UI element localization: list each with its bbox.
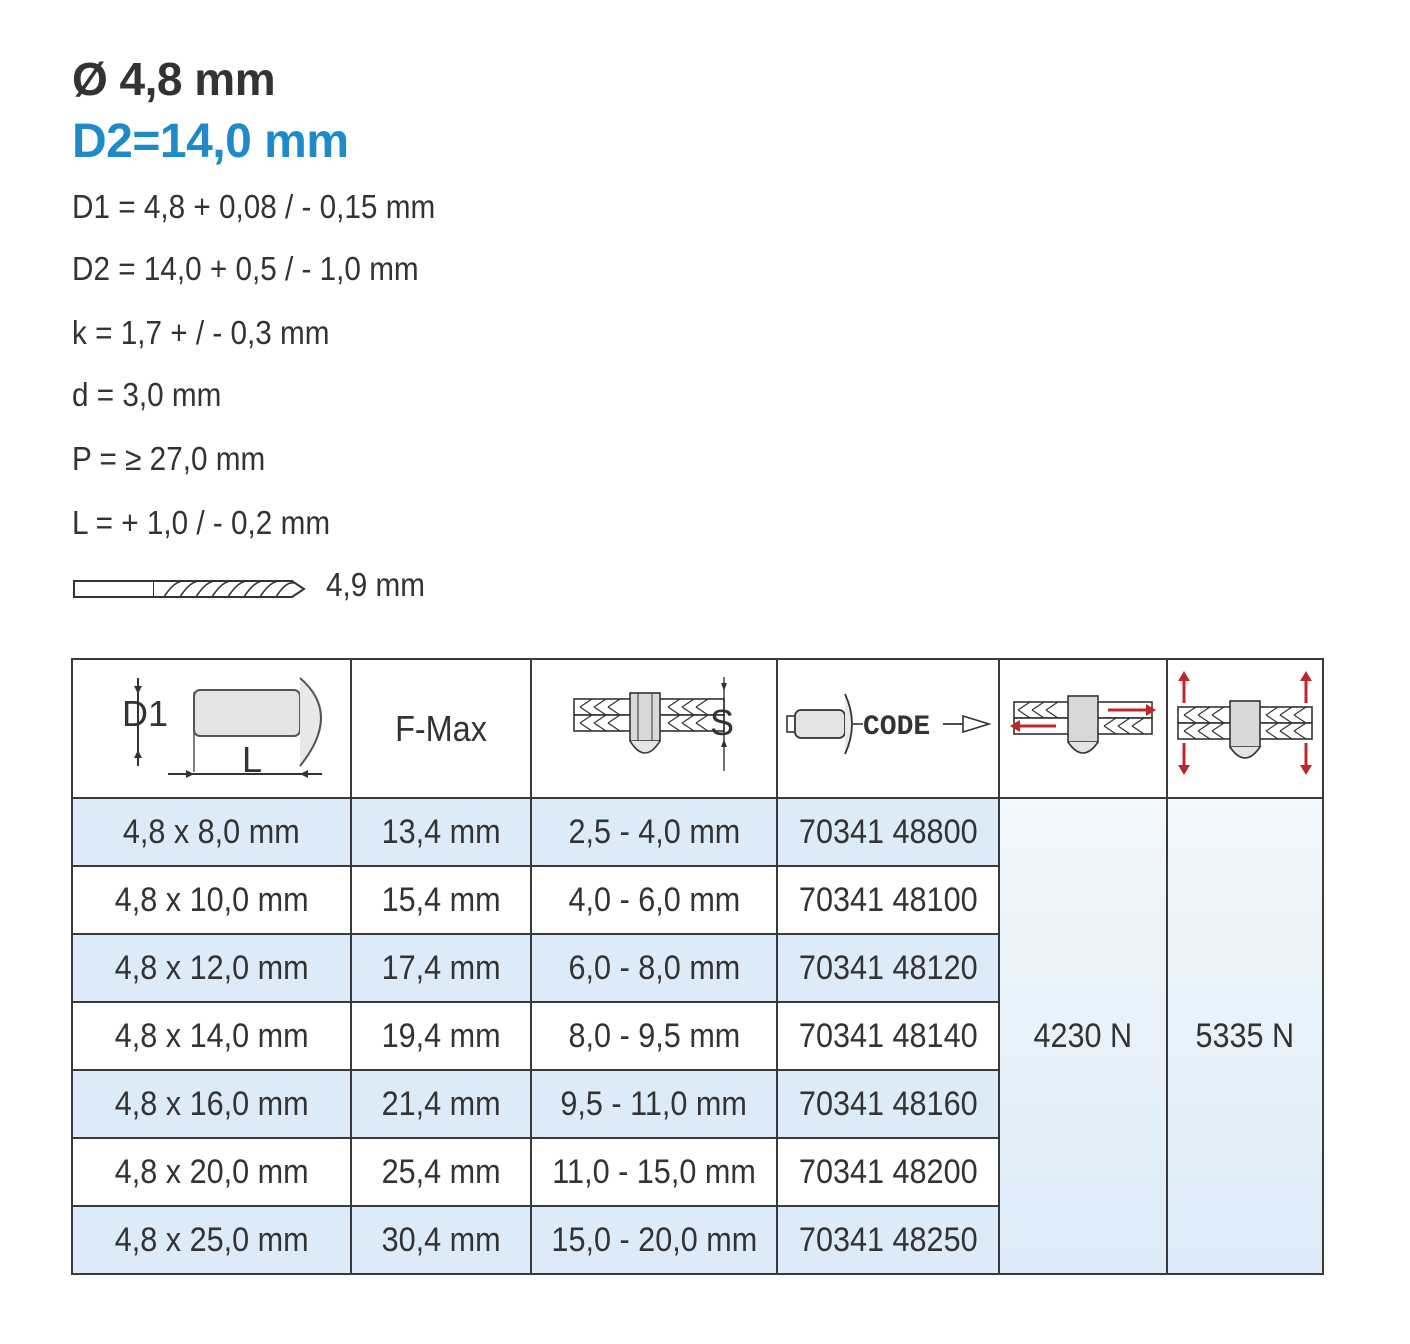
code-icon: [783, 684, 993, 764]
shear-strength-icon: [1008, 684, 1158, 764]
fmax-cell: 30,4 mm: [351, 1206, 531, 1274]
size-cell: 4,8 x 16,0 mm: [72, 1070, 351, 1138]
tensile-strength-icon: [1172, 669, 1318, 779]
fmax-cell: 15,4 mm: [351, 866, 531, 934]
fmax-cell: 13,4 mm: [351, 798, 531, 866]
size-cell: 4,8 x 8,0 mm: [72, 798, 351, 866]
drill-size: 4,9 mm: [326, 566, 426, 603]
grip-cell: 2,5 - 4,0 mm: [531, 798, 777, 866]
rivet-dimension-header: [72, 659, 351, 798]
grip-cell: 4,0 - 6,0 mm: [531, 866, 777, 934]
fmax-header: [351, 659, 531, 798]
fmax-cell: 25,4 mm: [351, 1138, 531, 1206]
spec-l: L = + 1,0 / - 0,2 mm: [72, 504, 331, 541]
grip-range-icon: [564, 669, 744, 779]
rivet-dimension-icon: [102, 664, 322, 784]
size-cell: 4,8 x 12,0 mm: [72, 934, 351, 1002]
spec-d1: D1 = 4,8 + 0,08 / - 0,15 mm: [72, 188, 436, 225]
code-cell: 70341 48200: [777, 1138, 999, 1206]
shear-value-cell: 4230 N: [999, 798, 1167, 1274]
grip-cell: 15,0 - 20,0 mm: [531, 1206, 777, 1274]
grip-cell: 8,0 - 9,5 mm: [531, 1002, 777, 1070]
code-cell: 70341 48250: [777, 1206, 999, 1274]
shear-strength-header: [999, 659, 1167, 798]
code-cell: 70341 48100: [777, 866, 999, 934]
tensile-strength-header: [1167, 659, 1323, 798]
page-subtitle: D2=14,0 mm: [72, 115, 349, 168]
d1-label: D1: [121, 693, 168, 734]
code-cell: 70341 48140: [777, 1002, 999, 1070]
l-label: L: [241, 739, 262, 780]
size-cell: 4,8 x 20,0 mm: [72, 1138, 351, 1206]
drill-bit-icon: [72, 574, 312, 609]
spec-d: d = 3,0 mm: [72, 376, 222, 413]
grip-cell: 9,5 - 11,0 mm: [531, 1070, 777, 1138]
spec-d2: D2 = 14,0 + 0,5 / - 1,0 mm: [72, 250, 419, 287]
code-cell: 70341 48800: [777, 798, 999, 866]
table-header-row: [72, 659, 1323, 798]
s-label: S: [710, 702, 735, 743]
grip-cell: 6,0 - 8,0 mm: [531, 934, 777, 1002]
fmax-cell: 21,4 mm: [351, 1070, 531, 1138]
code-cell: 70341 48160: [777, 1070, 999, 1138]
rivet-spec-table: [71, 658, 1324, 1275]
code-label: CODE: [863, 712, 931, 743]
code-cell: 70341 48120: [777, 934, 999, 1002]
tensile-value-cell: 5335 N: [1167, 798, 1323, 1274]
code-header: [777, 659, 999, 798]
spec-k: k = 1,7 + / - 0,3 mm: [72, 314, 330, 351]
spec-p: P = ≥ 27,0 mm: [72, 440, 266, 477]
size-cell: 4,8 x 14,0 mm: [72, 1002, 351, 1070]
page-title: Ø 4,8 mm: [72, 53, 276, 105]
size-cell: 4,8 x 10,0 mm: [72, 866, 351, 934]
grip-cell: 11,0 - 15,0 mm: [531, 1138, 777, 1206]
size-cell: 4,8 x 25,0 mm: [72, 1206, 351, 1274]
fmax-cell: 19,4 mm: [351, 1002, 531, 1070]
fmax-cell: 17,4 mm: [351, 934, 531, 1002]
fmax-header-label: F-Max: [395, 707, 487, 749]
grip-range-header: [531, 659, 777, 798]
table-row: [72, 798, 1323, 866]
